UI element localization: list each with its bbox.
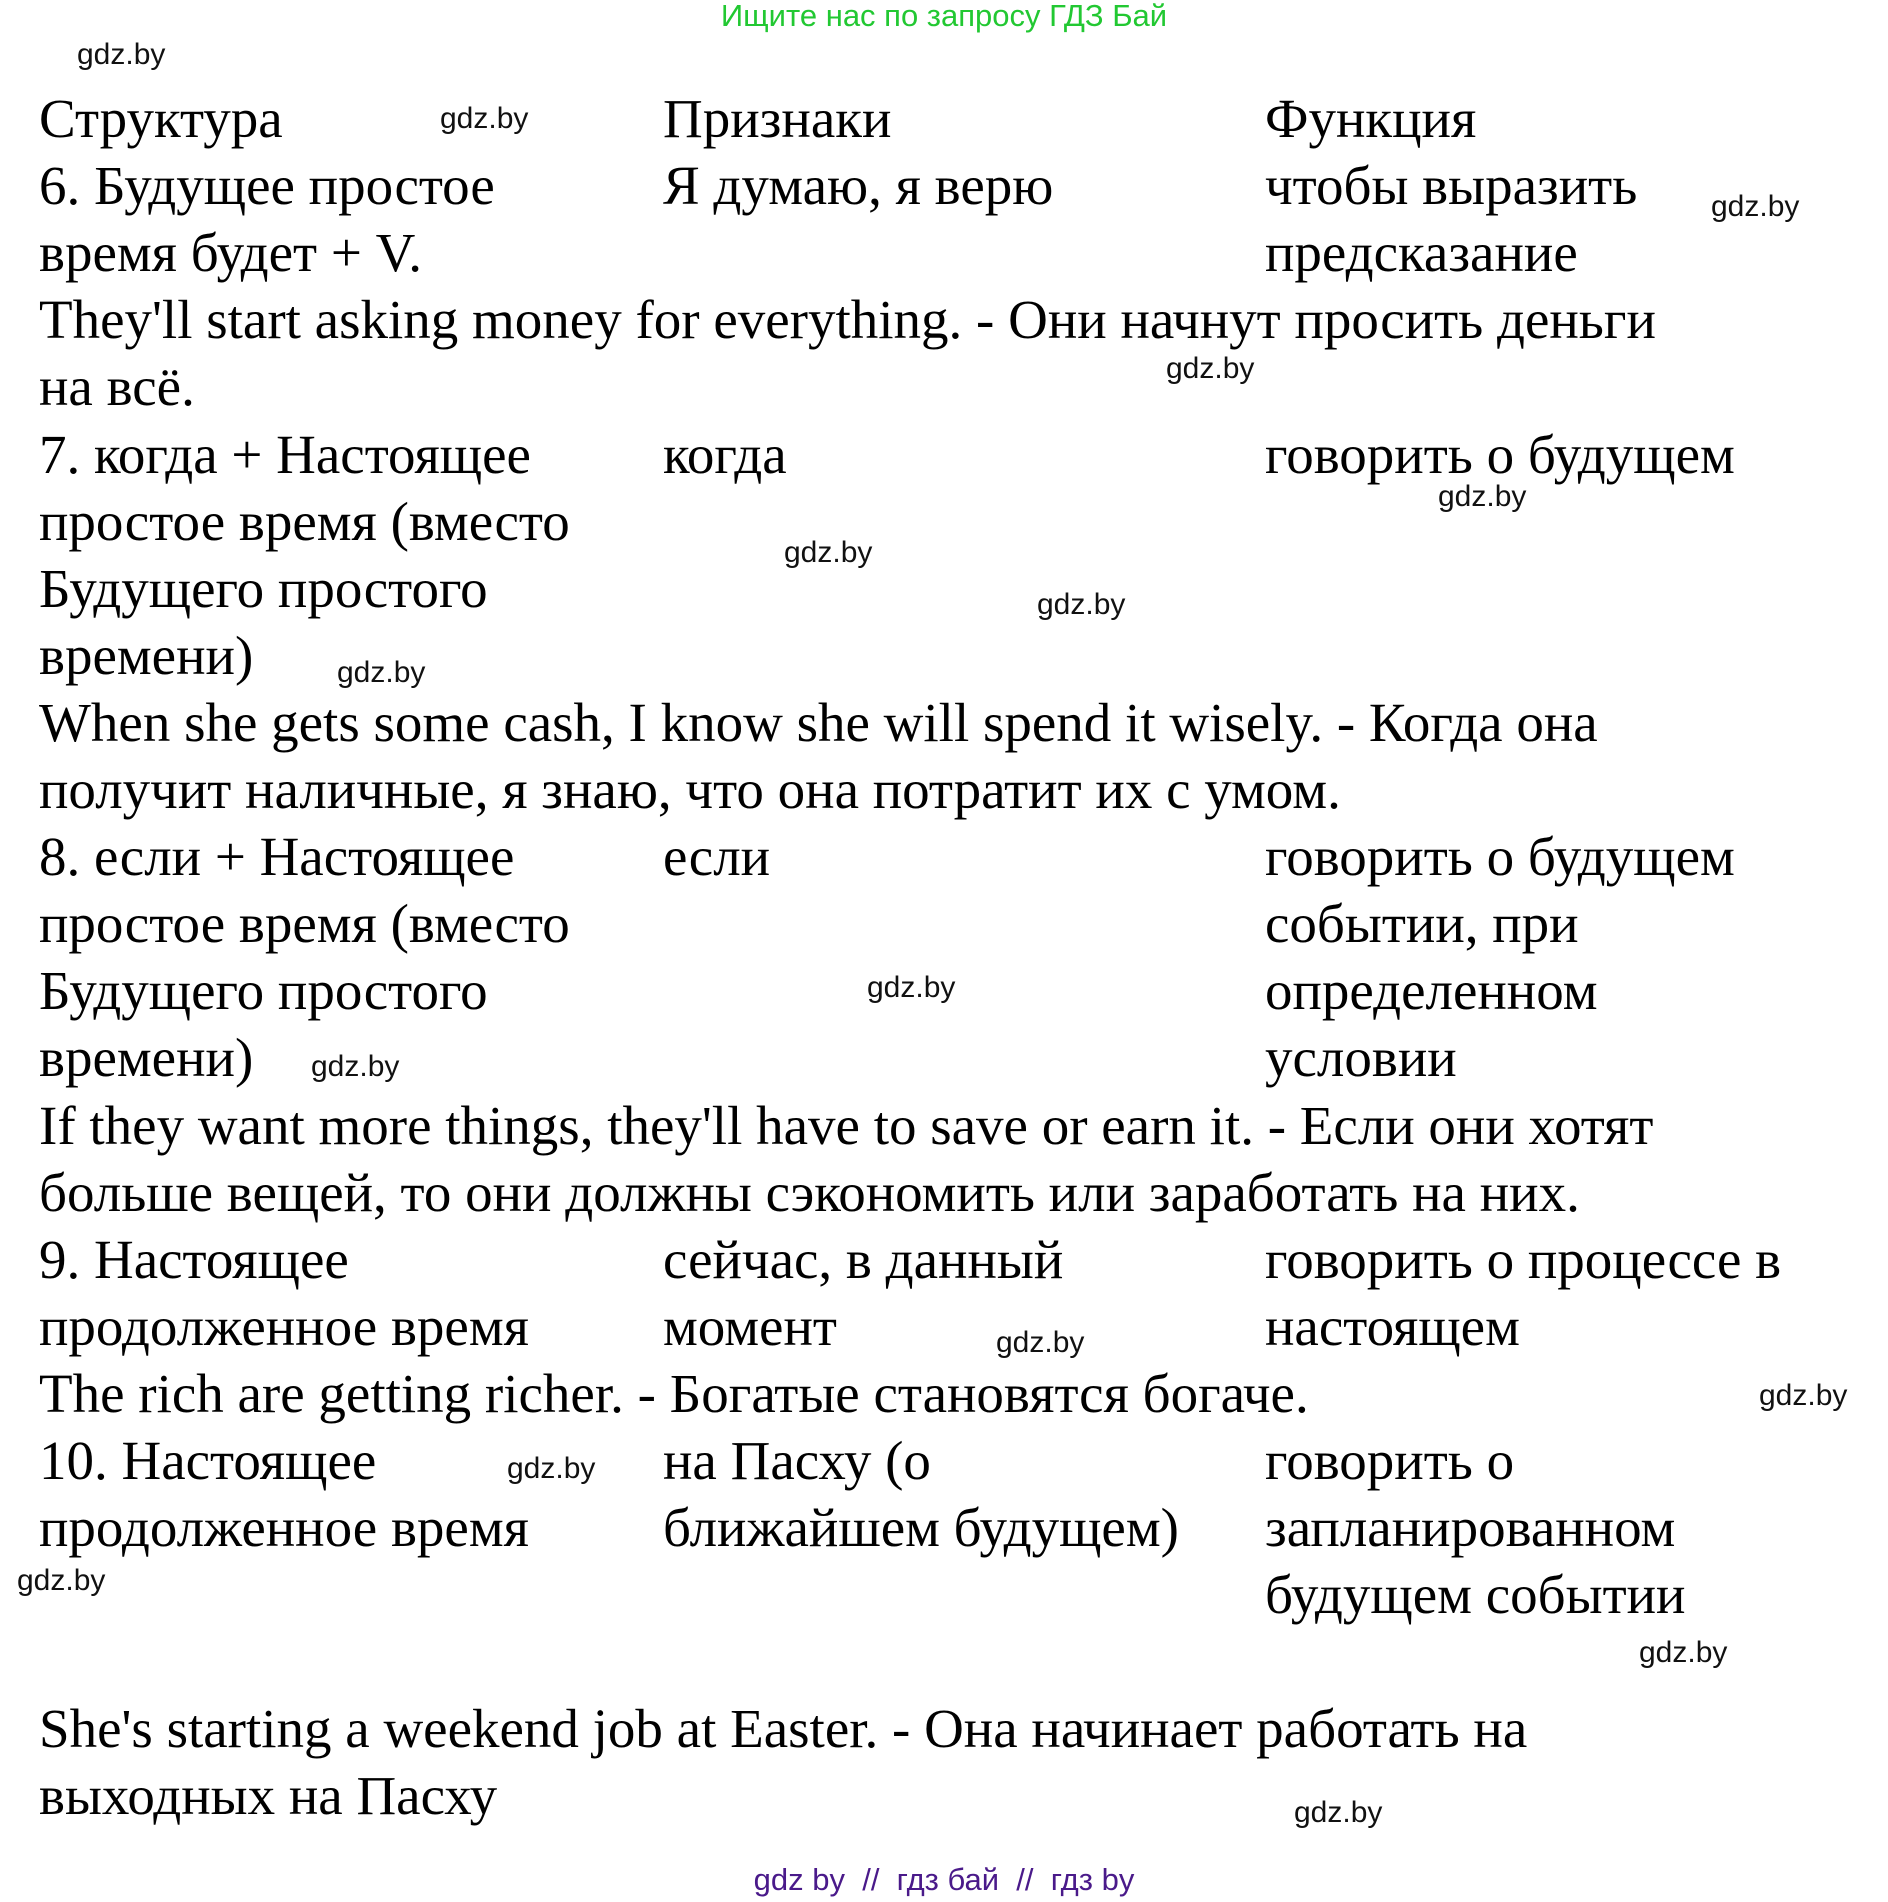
cell-signs: если (663, 826, 771, 887)
watermark: gdz.by (1037, 588, 1126, 621)
cell-structure: Будущего простого (39, 960, 488, 1021)
watermark: gdz.by (1294, 1796, 1383, 1829)
watermark: gdz.by (440, 102, 529, 135)
header-signs: Признаки (663, 88, 892, 149)
header-function: Функция (1265, 88, 1477, 149)
watermark: gdz.by (17, 1564, 106, 1597)
cell-function: говорить о будущем (1265, 826, 1735, 887)
example-sentence: If they want more things, they'll have to save or earn it. - Если они хотят (39, 1095, 1654, 1156)
cell-structure: 7. когда + Настоящее (39, 424, 531, 485)
cell-function: запланированном (1265, 1497, 1676, 1558)
cell-function: определенном (1265, 960, 1598, 1021)
example-sentence: When she gets some cash, I know she will spend it wisely. - Когда она (39, 692, 1598, 753)
cell-structure: времени) (39, 1027, 254, 1088)
search-banner: Ищите нас по запросу ГДЗ Бай (720, 0, 1168, 33)
cell-structure: время будет + V. (39, 222, 422, 283)
watermark: gdz.by (1438, 480, 1527, 513)
watermark: gdz.by (1166, 352, 1255, 385)
watermark: gdz.by (996, 1326, 1085, 1359)
cell-signs: сейчас, в данный (663, 1229, 1064, 1290)
cell-function: событии, при (1265, 893, 1579, 954)
cell-signs: на Пасху (о (663, 1430, 931, 1491)
cell-structure: продолженное время (39, 1497, 529, 1558)
example-sentence: The rich are getting richer. - Богатые становятся богаче. (39, 1363, 1309, 1424)
watermark: gdz.by (337, 656, 426, 689)
example-sentence: She's starting a weekend job at Easter. - Она начинает работать на (39, 1698, 1528, 1759)
cell-function: говорить о процессе в (1265, 1229, 1782, 1290)
cell-signs: ближайшем будущем) (663, 1497, 1179, 1558)
cell-function: настоящем (1265, 1296, 1520, 1357)
example-sentence: выходных на Пасху (39, 1765, 498, 1826)
cell-function: условии (1265, 1027, 1457, 1088)
watermark: gdz.by (867, 971, 956, 1004)
cell-structure: простое время (вместо (39, 491, 570, 552)
example-sentence: на всё. (39, 356, 195, 417)
cell-function: говорить о (1265, 1430, 1515, 1491)
watermark: gdz.by (1759, 1379, 1848, 1412)
cell-function: предсказание (1265, 222, 1578, 283)
cell-structure: 6. Будущее простое (39, 155, 495, 216)
watermark: gdz.by (784, 536, 873, 569)
cell-signs: Я думаю, я верю (663, 155, 1054, 216)
cell-structure: Будущего простого (39, 558, 488, 619)
watermark: gdz.by (1711, 190, 1800, 223)
watermark: gdz.by (311, 1050, 400, 1083)
watermark: gdz.by (77, 38, 166, 71)
example-sentence: They'll start asking money for everything. - Они начнут просить деньги (39, 289, 1656, 350)
footer-links: gdz by // гдз бай // гдз by (753, 1862, 1135, 1897)
watermark: gdz.by (1639, 1636, 1728, 1669)
example-sentence: получит наличные, я знаю, что она потратит их с умом. (39, 759, 1341, 820)
cell-structure: продолженное время (39, 1296, 529, 1357)
cell-structure: времени) (39, 625, 254, 686)
cell-function: чтобы выразить (1265, 155, 1638, 216)
example-sentence: больше вещей, то они должны сэкономить или заработать на них. (39, 1162, 1580, 1223)
cell-signs: момент (663, 1296, 837, 1357)
watermark: gdz.by (507, 1452, 596, 1485)
cell-function: говорить о будущем (1265, 424, 1735, 485)
cell-structure: 9. Настоящее (39, 1229, 349, 1290)
header-structure: Структура (39, 88, 283, 149)
cell-signs: когда (663, 424, 787, 485)
cell-structure: 10. Настоящее (39, 1430, 377, 1491)
cell-structure: 8. если + Настоящее (39, 826, 515, 887)
cell-structure: простое время (вместо (39, 893, 570, 954)
cell-function: будущем событии (1265, 1564, 1686, 1625)
